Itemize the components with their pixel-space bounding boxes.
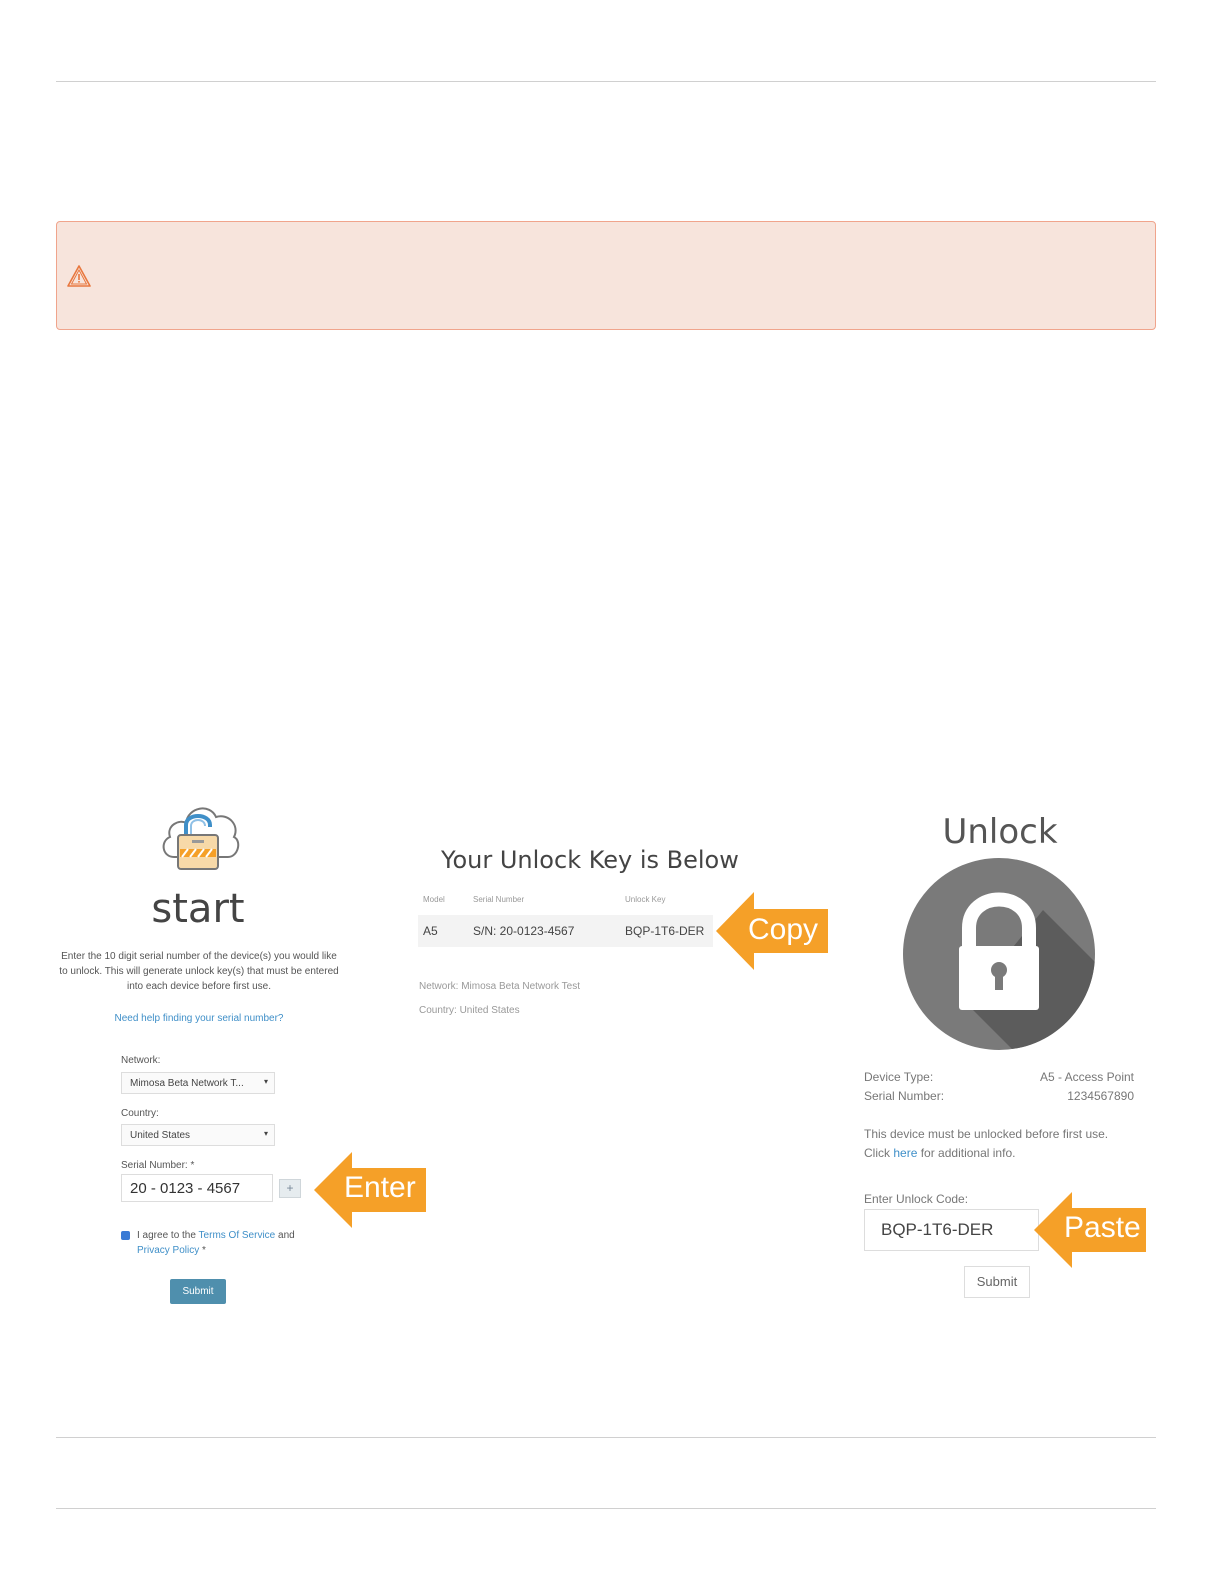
agree-prefix: I agree to the bbox=[137, 1230, 196, 1241]
cell-unlock-key[interactable]: BQP-1T6-DER bbox=[625, 924, 705, 938]
paste-label: Paste bbox=[1064, 1211, 1141, 1244]
required-mark: * bbox=[202, 1245, 206, 1256]
start-submit-button[interactable]: Submit bbox=[170, 1279, 226, 1304]
here-link[interactable]: here bbox=[893, 1146, 918, 1160]
serial-number-input[interactable]: 20 - 0123 - 4567 bbox=[121, 1174, 273, 1202]
unlock-serial-label: Serial Number: bbox=[864, 1089, 945, 1103]
device-type-value: A5 - Access Point bbox=[1039, 1070, 1134, 1084]
padlock-icon bbox=[903, 858, 1095, 1050]
note-suffix: for additional info. bbox=[920, 1146, 1016, 1160]
unlock-code-label: Enter Unlock Code: bbox=[864, 1192, 969, 1206]
top-rule bbox=[56, 81, 1156, 82]
help-link[interactable]: Need help finding your serial number? bbox=[114, 1013, 284, 1024]
agree-checkbox[interactable] bbox=[121, 1231, 130, 1240]
note-prefix: This device must be unlocked before first use. Click bbox=[864, 1127, 1109, 1160]
cloud-unlock-icon bbox=[156, 795, 242, 875]
caret-down-icon: ▾ bbox=[263, 1077, 268, 1086]
footer-rule-lower bbox=[56, 1508, 1156, 1509]
network-label: Network: bbox=[121, 1055, 161, 1066]
cell-model: A5 bbox=[423, 924, 438, 938]
country-info: Country: United States bbox=[419, 1005, 520, 1016]
agree-text bbox=[137, 1228, 327, 1258]
unlock-submit-button[interactable]: Submit bbox=[964, 1266, 1030, 1298]
agree-and: and bbox=[278, 1230, 295, 1241]
network-info: Network: Mimosa Beta Network Test bbox=[419, 981, 580, 992]
country-label: Country: bbox=[121, 1108, 159, 1119]
paste-arrow bbox=[1034, 1192, 1148, 1268]
unlock-title: Unlock bbox=[942, 812, 1058, 852]
caret-down-icon: ▾ bbox=[263, 1129, 268, 1138]
network-select-value: Mimosa Beta Network T... bbox=[130, 1078, 244, 1089]
start-title: start bbox=[151, 886, 245, 932]
add-serial-button[interactable]: + bbox=[279, 1179, 301, 1198]
key-title: Your Unlock Key is Below bbox=[441, 846, 739, 874]
footer-rule-upper bbox=[56, 1437, 1156, 1438]
col-header-serial: Serial Number bbox=[473, 895, 525, 904]
unlock-serial-value: 1234567890 bbox=[1067, 1089, 1134, 1103]
cell-serial: S/N: 20-0123-4567 bbox=[473, 924, 575, 938]
country-select-value: United States bbox=[130, 1130, 191, 1141]
enter-label: Enter bbox=[344, 1171, 416, 1204]
start-description: Enter the 10 digit serial number of the device(s) you would like to unlock. This will generate unlock key(s) that must be entered into each device before first use. bbox=[59, 951, 339, 992]
terms-link[interactable]: Terms Of Service bbox=[198, 1230, 276, 1241]
device-type-label: Device Type: bbox=[864, 1070, 934, 1084]
serial-label: Serial Number: * bbox=[121, 1160, 195, 1171]
warning-triangle-icon bbox=[67, 264, 91, 288]
warning-callout bbox=[56, 221, 1156, 330]
col-header-key: Unlock Key bbox=[625, 895, 666, 904]
copy-arrow bbox=[716, 892, 830, 970]
col-header-model: Model bbox=[423, 895, 445, 904]
country-select[interactable] bbox=[121, 1124, 275, 1146]
enter-arrow bbox=[314, 1152, 428, 1228]
privacy-link[interactable]: Privacy Policy bbox=[137, 1245, 200, 1256]
network-select[interactable] bbox=[121, 1072, 275, 1094]
copy-label: Copy bbox=[748, 913, 819, 946]
unlock-code-input[interactable]: BQP-1T6-DER bbox=[864, 1209, 1039, 1251]
unlock-note bbox=[864, 1125, 1114, 1163]
